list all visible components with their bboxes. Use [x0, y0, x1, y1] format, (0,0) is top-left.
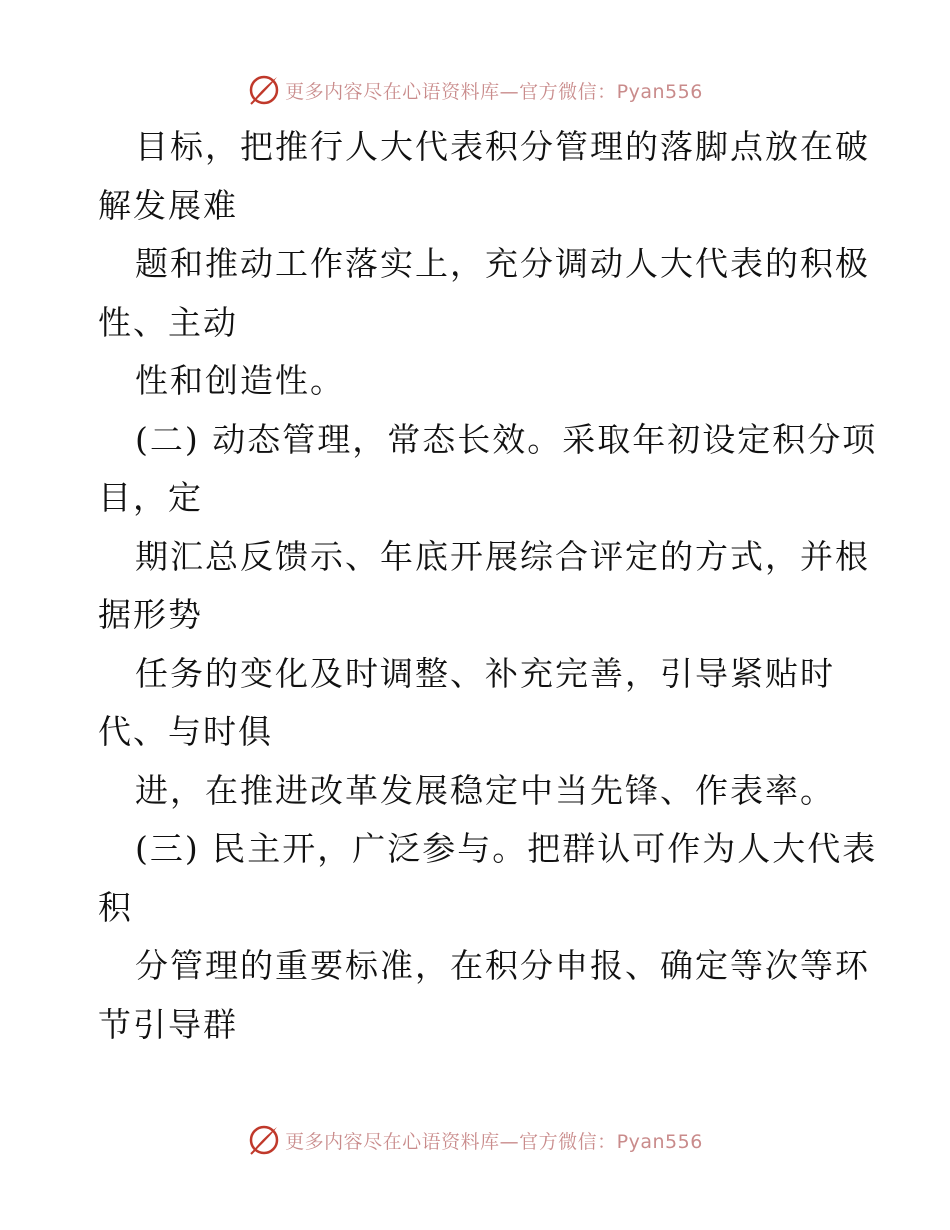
text-line: 据形势 — [98, 595, 203, 634]
text-line: 进，在推进改革发展稳定中当先锋、作表率。 — [135, 770, 835, 810]
text-line: 积 — [98, 887, 133, 927]
text-line: (三) 民主开，广泛参与。把群认可作为人大代表 — [135, 829, 878, 868]
text-line: 分管理的重要标准，在积分申报、确定等次等环 — [135, 946, 870, 985]
feather-pen-logo-icon — [247, 1123, 281, 1157]
text-line: 任务的变化及时调整、补充完善，引导紧贴时 — [135, 653, 835, 693]
text-line: 目，定 — [98, 478, 203, 517]
text-line: 性和创造性。 — [135, 361, 345, 400]
text-line: 期汇总反馈示、年底开展综合评定的方式，并根 — [135, 536, 870, 576]
text-line: 解发展难 — [98, 185, 238, 225]
text-line: 节引导群 — [98, 1004, 238, 1044]
document-body — [98, 118, 878, 1054]
footer-banner-text: 更多内容尽在心语资料库—官方微信：Pyan556 — [285, 1130, 703, 1153]
text-line: 题和推动工作落实上，充分调动人大代表的积极 — [135, 244, 870, 283]
feather-pen-logo-icon — [247, 73, 281, 107]
header-banner-text: 更多内容尽在心语资料库—官方微信：Pyan556 — [285, 80, 703, 103]
footer-banner — [0, 1120, 950, 1160]
text-line: 目标，把推行人大代表积分管理的落脚点放在破 — [135, 127, 870, 166]
text-line: 性、主动 — [98, 302, 238, 342]
text-line: (二) 动态管理，常态长效。采取年初设定积分项 — [135, 419, 878, 459]
text-line: 代、与时俱 — [98, 712, 273, 751]
header-banner — [0, 70, 950, 110]
